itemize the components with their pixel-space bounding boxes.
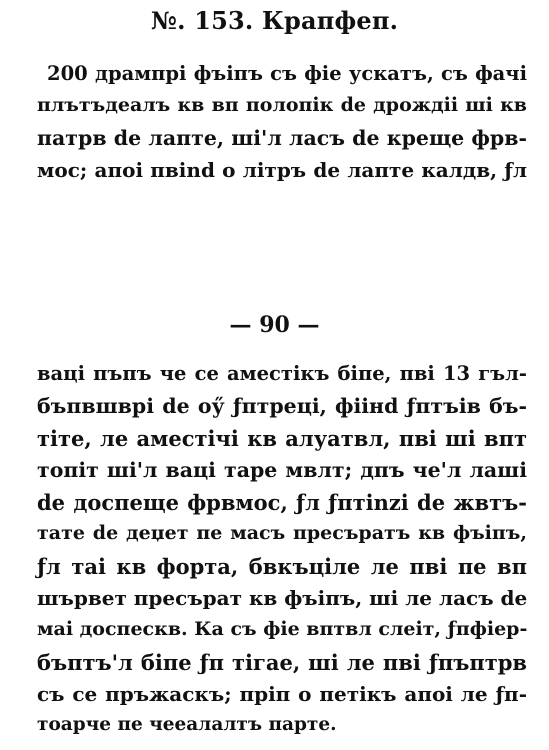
text-line: мос; апоі пвіnd о літръ de лапте калдв, ƒл <box>37 158 527 182</box>
text-line: топіт ші'л ваці таре мвлт; дпъ че'л лаші <box>37 458 527 482</box>
page-number: — 90 — <box>229 312 320 338</box>
text-line: съ се пръжаскъ; пріп о петікъ апоі ле ƒп- <box>37 682 527 706</box>
text-line: de доспеще фрвмос, ƒл ƒптіnzі de жвтъ- <box>37 490 527 515</box>
text-line-last: тоарче пе чееалалтъ парте. <box>37 714 337 735</box>
recipe-title: №. 153. Крапфеп. <box>150 6 399 35</box>
text-line: плътъдеалъ кв вп полопік de дрождіі ші кв <box>37 94 527 116</box>
text-line: шървет пресърат кв фъіпъ, ші ле ласъ de <box>37 586 528 610</box>
text-line: тате de деџет пе масъ пресъратъ кв фъіпъ, <box>37 522 527 544</box>
text-line: ƒл таі кв форта, бвкъціле ле пві пе вп <box>37 554 527 579</box>
text-line: бъпвшврі de oӳ ƒптреці, фіінd ƒптъів бъ- <box>37 394 527 418</box>
text-line: тіте, ле аместічі кв алуатвл, пві ші впт <box>37 426 527 451</box>
text-line: патрв de лапте, ші'л ласъ de креще фрв- <box>37 126 527 150</box>
text-line: 200 дрампрі фъіпъ съ фіе ускатъ, съ фачі <box>47 62 527 85</box>
text-line: ваці пъпъ че се аместікъ біпе, пві 13 гъл- <box>37 362 527 385</box>
text-line: бъптъ'л біпе ƒп тігае, ші ле пві ƒпъптрв <box>37 650 527 675</box>
text-line: маі доспескв. Ка съ фіе вптвл слеіт, ƒпфіер- <box>37 618 528 640</box>
